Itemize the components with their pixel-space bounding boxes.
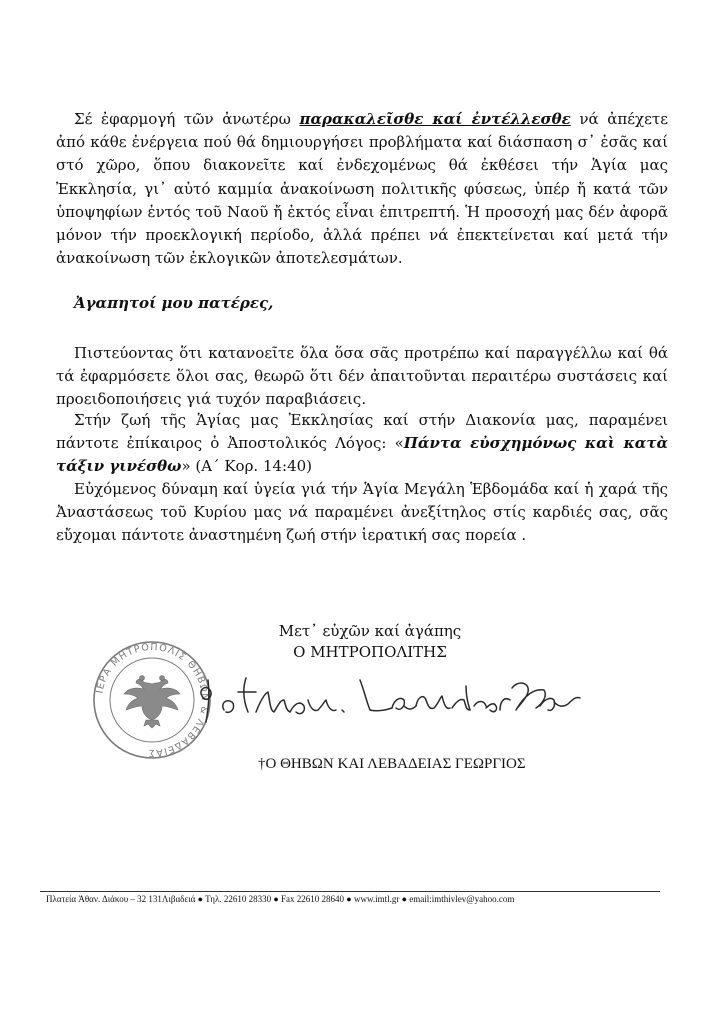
svg-text:ΙΕΡΑ ΜΗΤΡΟΠΟΛΙΣ ΘΗΒΩΝ & ΛΕΒΑΔΕ: ΙΕΡΑ ΜΗΤΡΟΠΟΛΙΣ ΘΗΒΩΝ & ΛΕΒΑΔΕΙΑΣ [94, 641, 211, 759]
paragraph-text: Στήν ζωή τῆς Ἁγίας μας Ἐκκλησίας καί στήν Διακονία μας, παραμένει πάντοτε ἐπίκαιρος ὁ Ἀποστολικός Λόγος: « [56, 411, 668, 453]
emphasis-phrase: παρακαλεῖσθε καί ἐντέλλεσθε [299, 110, 571, 128]
closing-title: Ο ΜΗΤΡΟΠΟΛΙΤΗΣ [293, 643, 447, 661]
footer-divider [40, 891, 660, 892]
paragraph-text: Σέ ἐφαρμογή τῶν ἀνωτέρω [74, 110, 300, 128]
paragraph-wishes: Εὐχόμενος δύναμη καί ὑγεία γιά τήν Ἁγία Μεγάλη Ἑβδομάδα καί ἡ χαρά τῆς Ἀναστάσεως τοῦ Κυρίου μας νά παραμένει ἀνεξίτηλος στίς καρδιές σας, σᾶς εὔχομαι πάντοτε ἀναστημένη ζωή στήν ἱερατική σας πορεία . [56, 480, 668, 545]
scripture-quote: Πάντα εὐσχημόνως καὶ κατὰ τάξιν γινέσθω [56, 434, 668, 476]
greeting: Ἀγαπητοί μου πατέρες, [74, 294, 274, 312]
paragraph-text: νά ἀπέχετε ἀπό κάθε ἐνέργεια πού θά δημιουργήσει προβλήματα καί διάσπαση σ᾽ ἐσᾶς καί στό χῶρο, ὅπου διακονεῖτε καί ἐνδεχομένως θά ἐκθέσει τήν Ἁγία μας Ἐκκλησία, γι᾽ αὐτό καμμία ἀνακοίνωση πολιτικῆς φύσεως, ὑπέρ ἤ κατά τῶν ὑποψηφίων ἐντός τοῦ Ναοῦ ἤ ἐκτός εἶναι ἐπιτρεπτή. Ἡ προσοχή μας δέν ἀφορᾶ μόνον τήν προεκλογική περίοδο, ἀλλά πρέπει νά ἐπεκτείνεται καί μετά τήν ἀνακοίνωση τῶν ἐκλογικῶν ἀποτελεσμάτων. [56, 110, 668, 268]
scripture-reference: » (Α΄ Κορ. 14:40) [181, 457, 313, 476]
footer-contact: Πλατεία Ἀθαν. Διάκου – 32 131Λιβαδειά ● Τηλ. 22610 28330 ● Fax 22610 28640 ● www.imtl.gr ● email:imthivlev@yahoo.com [46, 894, 515, 904]
signatory-name: †Ο ΘΗΒΩΝ ΚΑΙ ΛΕΒΑΔΕΙΑΣ ΓΕΩΡΓΙΟΣ [258, 756, 526, 772]
paragraph-trust: Πιστεύοντας ὅτι κατανοεῖτε ὅλα ὅσα σᾶς προτρέπω καί παραγγέλλω καί θά τά ἐφαρμόσετε ὅλοι σας, θεωρῶ ὅτι δέν ἀπαιτοῦνται περαιτέρω συστάσεις καί προειδοποιήσεις γιά τυχόν παραβιάσεις. [56, 344, 668, 409]
paragraph-instructions [56, 108, 668, 270]
paragraph-apostolic-word [56, 409, 668, 479]
handwritten-signature [194, 666, 584, 736]
closing-salutation: Μετ᾽ εὐχῶν καί ἀγάπης [278, 622, 462, 640]
